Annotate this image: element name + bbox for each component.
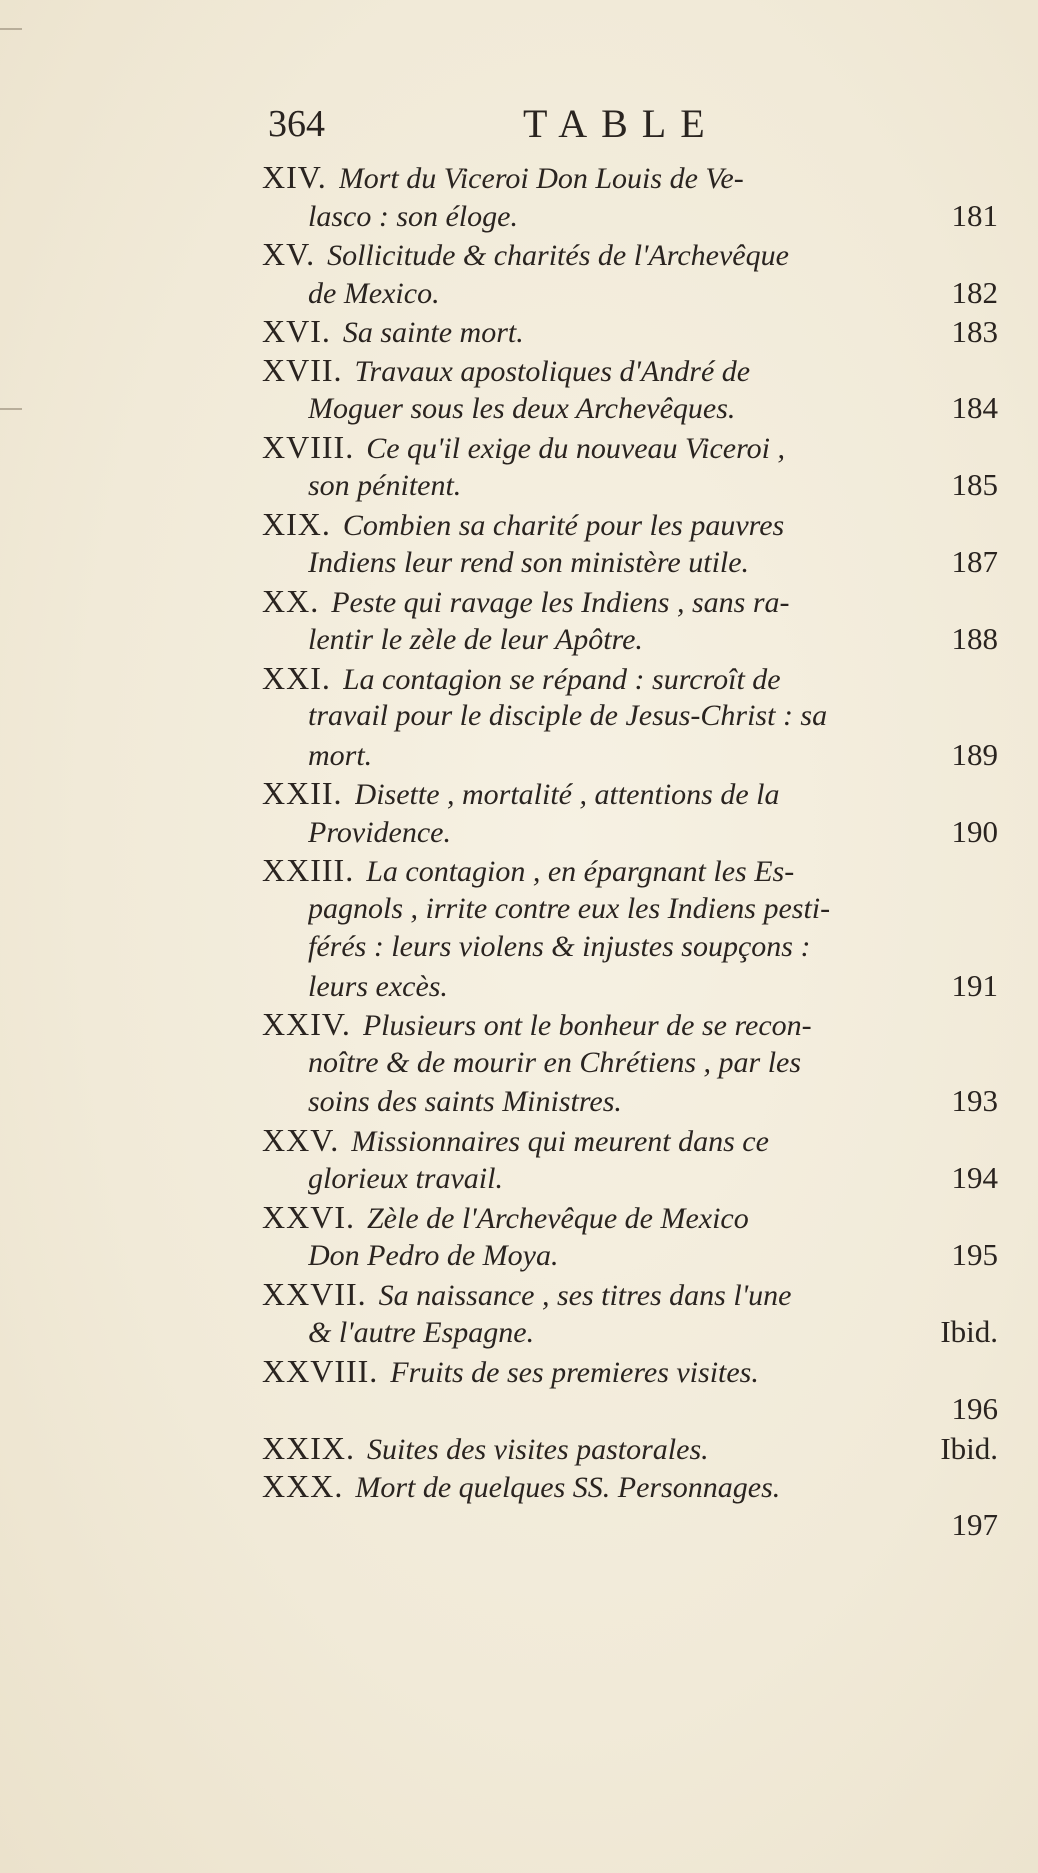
toc-entry (262, 351, 998, 428)
chapter-title-text: soins des saints Ministres. (308, 1085, 622, 1118)
page-reference: Ibid. (940, 1314, 998, 1349)
chapter-title-text: Combien sa charité pour les pauvres (342, 508, 785, 542)
chapter-number: XXIV. (262, 1006, 351, 1042)
toc-line (262, 1390, 998, 1429)
chapter-number: XXVI. (262, 1198, 355, 1235)
page-reference: 191 (951, 967, 998, 1003)
toc-entry (262, 1198, 998, 1275)
chapter-title-text: Ce qu'il exige du nouveau Viceroi , (366, 431, 785, 465)
page-reference: 189 (951, 736, 998, 772)
toc-line (262, 428, 998, 467)
chapter-title-text: Fruits de ses premieres visites. (390, 1355, 759, 1389)
page-reference: 194 (951, 1160, 998, 1195)
toc-line (262, 158, 998, 197)
toc-line (262, 928, 998, 967)
page-reference: 190 (951, 813, 998, 849)
chapter-title-text: Moguer sous les deux Archevêques. (308, 392, 736, 425)
chapter-title-text: Missionnaires qui meurent dans ce (351, 1124, 769, 1158)
toc-entry (262, 1467, 998, 1544)
chapter-title-text: lentir le zèle de leur Apôtre. (308, 623, 643, 656)
chapter-title-text: leurs excès. (308, 969, 448, 1003)
toc-line (262, 1082, 998, 1121)
toc-entry (262, 851, 998, 1005)
toc-line (262, 1198, 998, 1237)
chapter-number: XVI. (262, 313, 331, 349)
page-edge-mark (0, 28, 22, 30)
chapter-title-text: Disette , mortalité , attentions de la (354, 778, 780, 811)
toc-line (262, 659, 998, 698)
chapter-title-text: son pénitent. (308, 469, 462, 502)
toc-line (262, 1005, 998, 1044)
chapter-number: XVIII. (262, 428, 355, 465)
toc-line (262, 543, 998, 582)
page-reference: 188 (951, 621, 998, 656)
chapter-number: XXII. (262, 775, 343, 811)
chapter-title-text: Sa naissance , ses titres dans l'une (378, 1278, 792, 1312)
toc-line (262, 466, 998, 505)
chapter-title-text: La contagion se répand : surcroît de (342, 662, 781, 696)
toc-line (262, 1275, 998, 1314)
toc-line (262, 774, 998, 813)
chapter-title-text: glorieux travail. (308, 1162, 503, 1195)
page-reference: 184 (951, 390, 998, 425)
chapter-number: XXVIII. (262, 1352, 379, 1389)
toc-line (262, 197, 998, 236)
toc-line (262, 1506, 998, 1545)
chapter-title-text: Plusieurs ont le bonheur de se recon- (362, 1009, 812, 1042)
chapter-number: XIX. (262, 505, 331, 542)
page-reference: 196 (951, 1391, 998, 1426)
page-reference: 182 (951, 274, 998, 310)
table-of-contents (262, 158, 998, 1544)
toc-line (262, 235, 998, 274)
page-number: 364 (268, 103, 325, 145)
toc-line (262, 312, 998, 351)
page-reference: 193 (951, 1083, 998, 1118)
chapter-title-text: & l'autre Espagne. (308, 1316, 535, 1349)
toc-entry (262, 158, 998, 235)
toc-line (262, 1352, 998, 1391)
toc-entry (262, 312, 998, 351)
toc-line (262, 351, 998, 390)
chapter-title-text: Don Pedro de Moya. (308, 1239, 559, 1272)
chapter-title-text: Mort de quelques SS. Personnages. (355, 1471, 781, 1504)
chapter-number: XXIII. (262, 852, 355, 888)
toc-line (262, 1467, 998, 1506)
toc-entry (262, 505, 998, 582)
page-reference: 181 (951, 197, 998, 233)
toc-line (262, 736, 998, 775)
toc-line (262, 274, 998, 313)
toc-entry (262, 659, 998, 775)
chapter-title-text: Mort du Viceroi Don Louis de Ve- (338, 162, 744, 195)
chapter-number: XXI. (262, 659, 331, 696)
chapter-title-text: mort. (308, 738, 373, 772)
toc-line (262, 1044, 998, 1083)
toc-line (262, 697, 998, 736)
chapter-title-text: Suites des visites pastorales. (366, 1432, 709, 1466)
chapter-number: XXIX. (262, 1429, 355, 1466)
chapter-title-text: Sollicitude & charités de l'Archevêque (327, 239, 789, 272)
toc-line (262, 505, 998, 544)
chapter-number: XV. (262, 236, 316, 272)
chapter-title-text: Providence. (308, 815, 451, 849)
chapter-number: XVII. (262, 351, 343, 388)
chapter-title-text: Indiens leur rend son ministère utile. (308, 546, 750, 579)
toc-entry (262, 582, 998, 659)
toc-line (262, 890, 998, 929)
toc-line (262, 1236, 998, 1275)
toc-line (262, 389, 998, 428)
toc-entry (262, 774, 998, 851)
toc-line (262, 1159, 998, 1198)
page-reference: 197 (951, 1506, 998, 1542)
chapter-number: XXVII. (262, 1275, 367, 1312)
toc-line (262, 1313, 998, 1352)
toc-entry (262, 428, 998, 505)
toc-line (262, 1429, 998, 1468)
toc-line (262, 813, 998, 852)
chapter-number: XXX. (262, 1468, 344, 1504)
chapter-title-text: de Mexico. (308, 276, 440, 310)
section-title: TABLE (523, 101, 719, 146)
page-reference: 187 (951, 544, 998, 579)
chapter-title-text: Peste qui ravage les Indiens , sans ra- (331, 585, 790, 619)
toc-entry (262, 235, 998, 312)
chapter-title-text: Sa sainte mort. (342, 316, 524, 349)
chapter-title-text: La contagion , en épargnant les Es- (366, 855, 795, 888)
toc-line (262, 620, 998, 659)
toc-entry (262, 1005, 998, 1121)
toc-line (262, 1121, 998, 1160)
toc-entry (262, 1429, 998, 1468)
chapter-number: XX. (262, 582, 320, 619)
toc-line (262, 967, 998, 1006)
toc-entry (262, 1121, 998, 1198)
toc-entry (262, 1275, 998, 1352)
chapter-title-text: noître & de mourir en Chrétiens , par les (308, 1045, 802, 1079)
chapter-number: XIV. (262, 159, 327, 195)
page-reference: 183 (951, 314, 998, 349)
toc-entry (262, 1352, 998, 1429)
page-edge-mark (0, 408, 22, 410)
page-reference: Ibid. (940, 1430, 998, 1466)
chapter-title-text: lasco : son éloge. (308, 199, 518, 233)
toc-line (262, 582, 998, 621)
page-reference: 185 (951, 467, 998, 502)
page-header (268, 100, 998, 156)
chapter-title-text: travail pour le disciple de Jesus-Christ : sa (308, 699, 828, 732)
chapter-number: XXV. (262, 1121, 340, 1158)
chapter-title-text: Zèle de l'Archevêque de Mexico (366, 1201, 749, 1235)
page-reference: 195 (951, 1237, 998, 1272)
chapter-title-text: férés : leurs violens & injustes soupçons : (308, 930, 811, 963)
chapter-title-text: Travaux apostoliques d'André de (354, 354, 751, 388)
toc-line (262, 851, 998, 890)
chapter-title-text: pagnols , irrite contre eux les Indiens pesti- (308, 891, 831, 925)
